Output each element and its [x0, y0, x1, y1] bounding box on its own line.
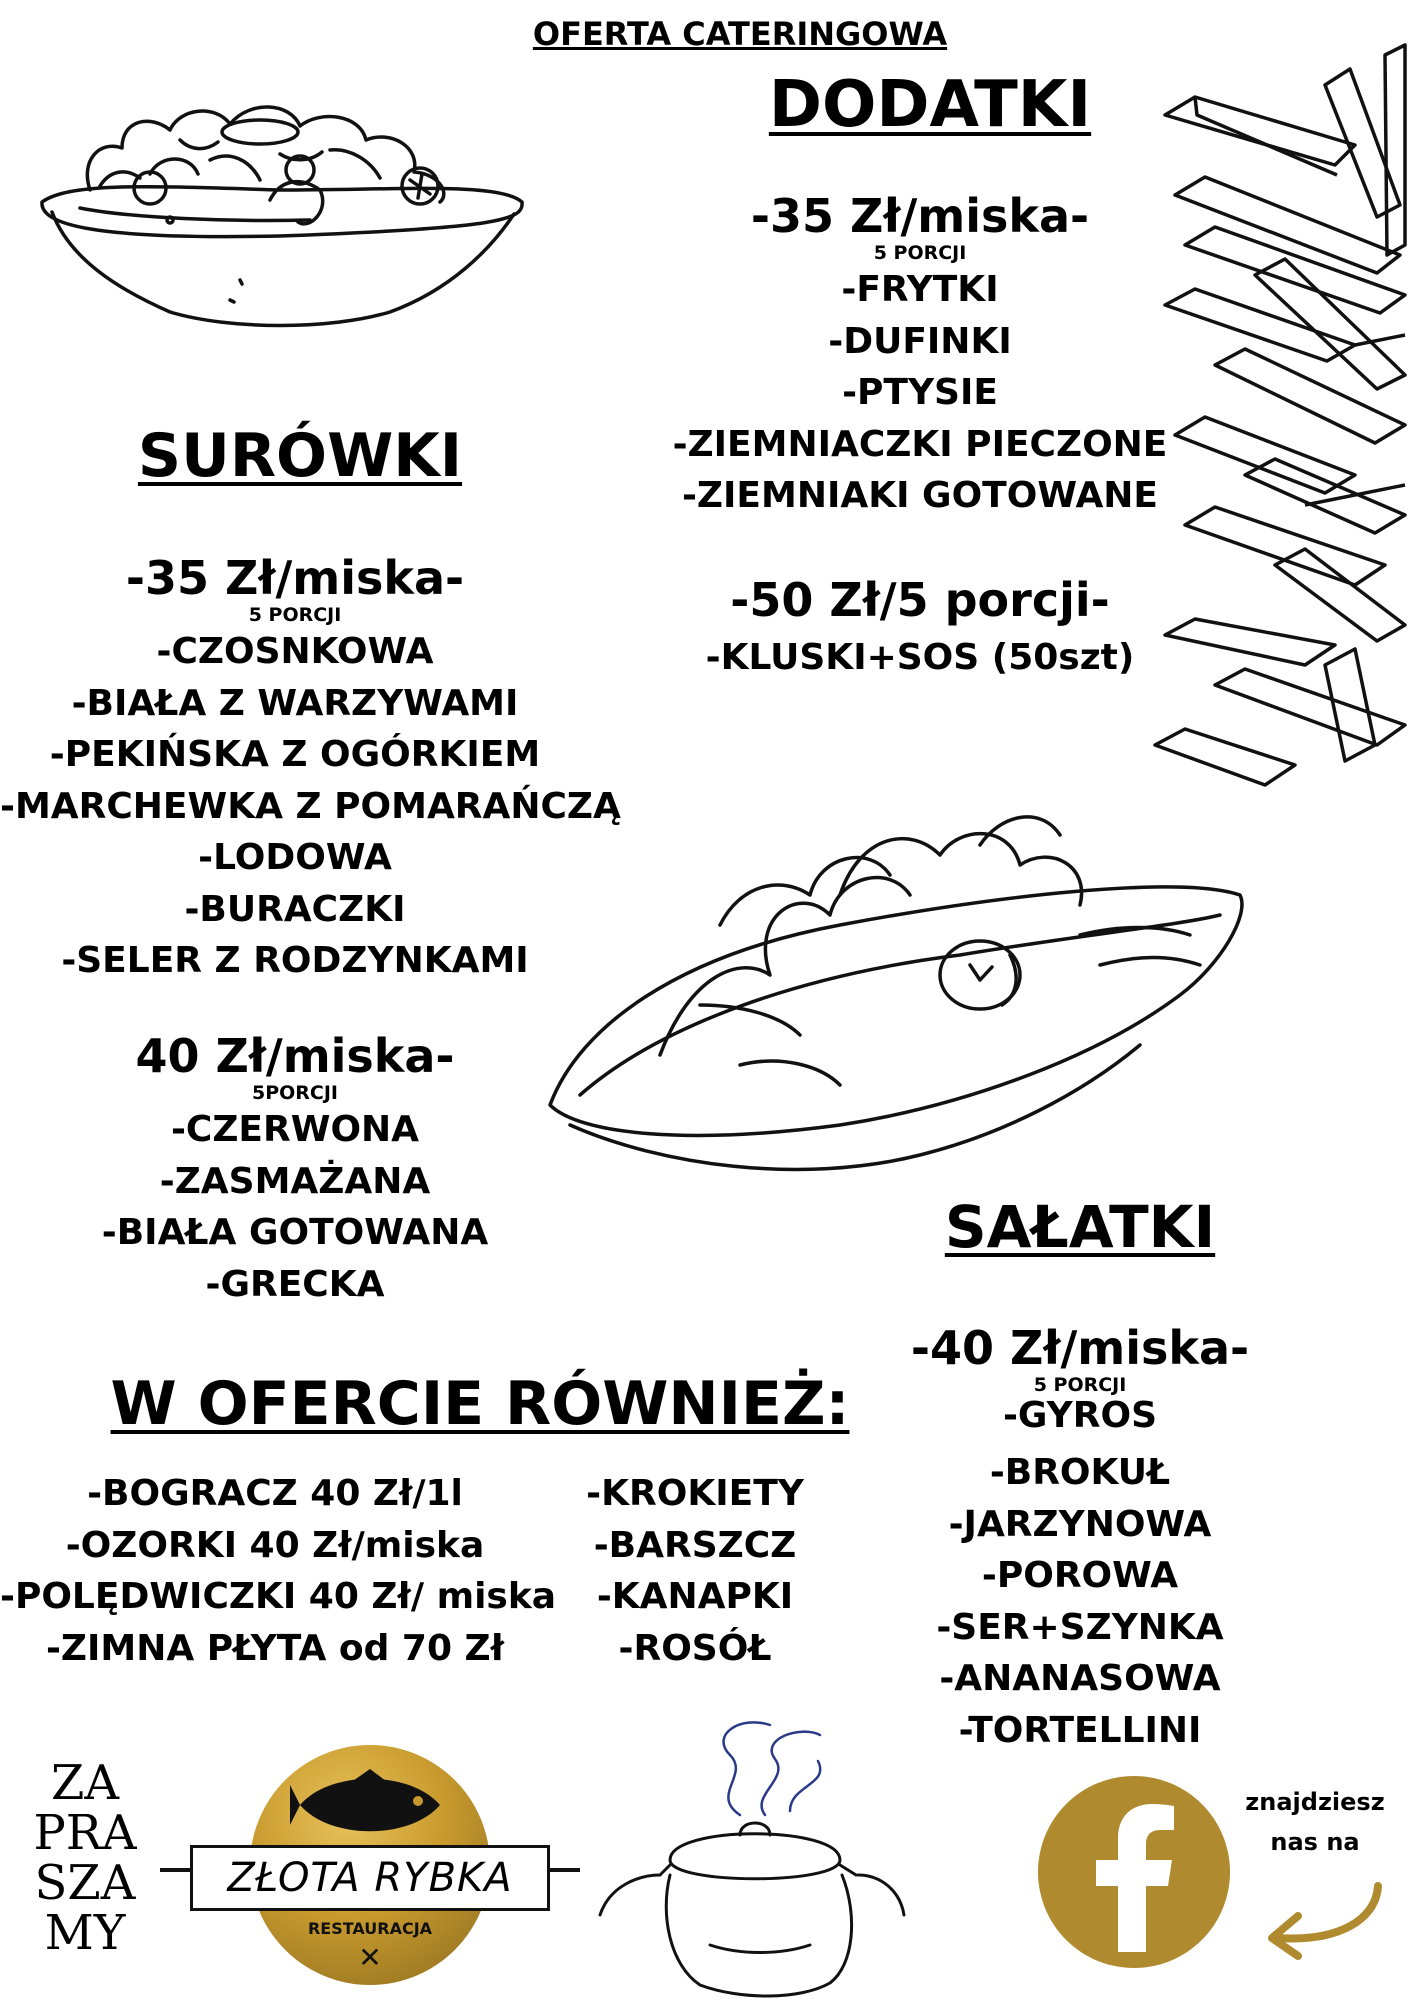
logo-band: [190, 1845, 550, 1911]
list-item: -MARCHEWKA Z POMARAŃCZĄ: [0, 785, 621, 827]
salatki-price: -40 Zł/miska-: [910, 1321, 1250, 1375]
salatki-portions: 5 PORCJI: [1033, 1374, 1127, 1396]
fish-icon: [290, 1765, 450, 1845]
dodatki-price-2: -50 Zł/5 porcji-: [730, 573, 1110, 627]
restaurant-logo: [160, 1745, 580, 1995]
list-item: -LODOWA: [198, 837, 392, 878]
list-item: -ZIEMNIAKI GOTOWANE: [681, 475, 1159, 516]
salatki-group: [830, 1322, 1330, 1756]
dodatki-group-1: [660, 190, 1180, 522]
facebook-text: znajdziesz nas na: [1245, 1788, 1385, 1856]
list-item: -BIAŁA Z WARZYWAMI: [71, 682, 519, 724]
list-item: -ANANASOWA: [939, 1658, 1221, 1699]
list-item: -PTYSIE: [842, 372, 998, 413]
list-item: -DUFINKI: [828, 320, 1012, 362]
dodatki-price-1: -35 Zł/miska-: [750, 189, 1090, 243]
list-item: -BARSZCZ: [593, 1524, 797, 1566]
list-item: -KLUSKI+SOS (50szt): [705, 637, 1135, 678]
logo-badge: [227, 1745, 513, 1985]
rowniez-title: W OFERCIE RÓWNIEŻ:: [110, 1369, 850, 1439]
list-item: -CZERWONA: [170, 1109, 420, 1150]
invite-line: PRA: [33, 1805, 137, 1861]
list-item: -OZORKI 40 Zł/miska: [65, 1524, 485, 1566]
list-item: -ROSÓŁ: [618, 1627, 772, 1669]
list-item: -SER+SZYNKA: [936, 1606, 1224, 1648]
list-item: -KANAPKI: [596, 1576, 794, 1617]
salad-boat-illustration: [540, 805, 1260, 1195]
list-item: -BURACZKI: [184, 888, 406, 930]
page-header: OFERTA CATERINGOWA: [532, 15, 948, 53]
list-item: -KROKIETY: [586, 1473, 804, 1514]
logo-name: ZŁOTA RYBKA: [227, 1855, 513, 1901]
surowki-portions-2: 5PORCJI: [251, 1082, 338, 1104]
section-surowki: [40, 418, 560, 494]
arrow-icon: [1258, 1880, 1388, 1960]
list-item: -POROWA: [981, 1555, 1179, 1596]
list-item: -GRECKA: [205, 1263, 385, 1305]
salad-bowl-illustration: [30, 90, 530, 340]
dodatki-portions-1: 5 PORCJI: [873, 242, 967, 264]
invite-line: MY: [44, 1905, 126, 1961]
section-dodatki: [630, 66, 1230, 144]
salatki-title: SAŁATKI: [944, 1193, 1216, 1261]
section-rowniez: [60, 1366, 900, 1442]
rowniez-col-2: [570, 1468, 820, 1674]
invite-text: [30, 1755, 140, 1961]
list-item: -ZASMAŻANA: [159, 1160, 431, 1202]
surowki-group-1: [0, 551, 621, 987]
list-item: -JARZYNOWA: [948, 1503, 1212, 1545]
list-item: -SELER Z RODZYNKAMI: [61, 940, 529, 981]
list-item: -PEKIŃSKA Z OGÓRKIEM: [49, 734, 541, 775]
cooking-pot-illustration: [590, 1715, 910, 2000]
rowniez-col-1: [0, 1468, 557, 1674]
invite-line: ZA: [50, 1755, 119, 1811]
list-item: -BROKUŁ: [989, 1452, 1171, 1493]
surowki-group-2: [20, 1030, 570, 1310]
surowki-price-1: -35 Zł/miska-: [125, 551, 465, 605]
list-item: -FRYTKI: [841, 269, 999, 310]
section-salatki: [840, 1190, 1320, 1264]
list-item: -BIAŁA GOTOWANA: [101, 1212, 489, 1253]
dodatki-title: DODATKI: [768, 68, 1092, 142]
list-item: -GYROS: [1002, 1395, 1158, 1436]
facebook-badge[interactable]: [1038, 1776, 1230, 1968]
list-item: -ZIMNA PŁYTA od 70 Zł: [45, 1627, 505, 1669]
surowki-price-2: 40 Zł/miska-: [135, 1029, 455, 1083]
list-item: -TORTELLINI: [958, 1709, 1202, 1751]
surowki-portions-1: 5 PORCJI: [248, 604, 342, 626]
surowki-title: SURÓWKI: [137, 421, 463, 491]
list-item: -BOGRACZ 40 Zł/1l: [87, 1473, 463, 1514]
fries-illustration: [1155, 45, 1410, 785]
list-item: -ZIEMNIACZKI PIECZONE: [672, 423, 1168, 465]
invite-line: SZA: [34, 1855, 136, 1911]
list-item: -POLĘDWICZKI 40 Zł/ miska: [0, 1576, 557, 1617]
logo-subtitle: RESTAURACJA: [307, 1919, 433, 1938]
facebook-icon: [1094, 1802, 1174, 1952]
fork-knife-icon: ✕: [358, 1941, 382, 1974]
list-item: -CZOSNKOWA: [156, 631, 434, 672]
dodatki-group-2: [660, 574, 1180, 684]
